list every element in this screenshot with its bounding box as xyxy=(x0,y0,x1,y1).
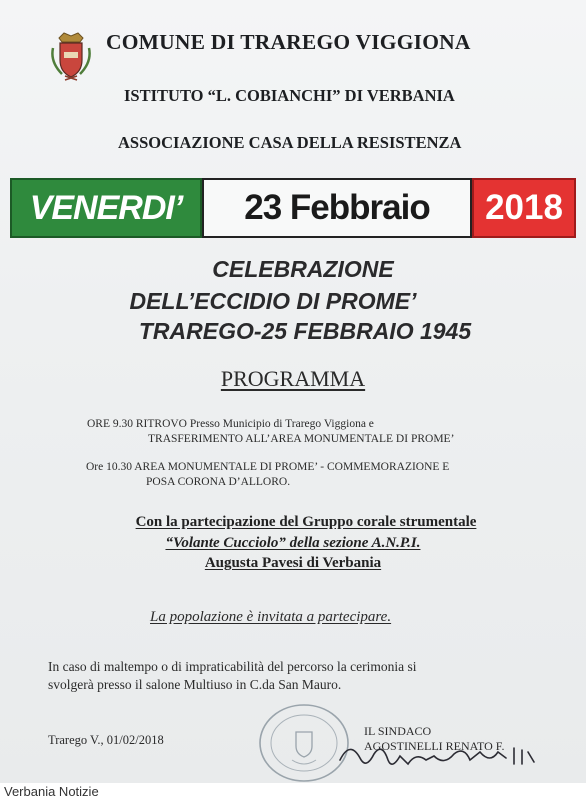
municipal-crest-icon xyxy=(50,30,92,82)
associazione-heading: ASSOCIAZIONE CASA DELLA RESISTENZA xyxy=(118,133,462,152)
place-date: Trarego V., 01/02/2018 xyxy=(48,733,164,747)
comune-heading: COMUNE DI TRAREGO VIGGIONA xyxy=(106,30,471,54)
partecipazione-line-1: Con la partecipazione del Gruppo corale strumentale xyxy=(135,514,477,530)
program-item-1-line-2: TRASFERIMENTO ALL’AREA MONUMENTALE DI PROME’ xyxy=(148,433,455,445)
programma-heading: PROGRAMMA xyxy=(220,366,366,391)
bad-weather-line-1: In caso di maltempo o di impraticabilità del percorso la cerimonia si xyxy=(48,659,417,674)
bad-weather-line-2: svolgerà presso il salone Multiuso in C.da San Mauro. xyxy=(48,677,342,692)
partecipazione-line-2: “Volante Cucciolo” della sezione A.N.P.I. xyxy=(165,535,421,551)
day-label: VENERDI’ xyxy=(10,178,202,238)
sindaco-name: AGOSTINELLI RENATO F. xyxy=(364,739,505,753)
sindaco-title: IL SINDACO xyxy=(364,724,432,738)
program-item-2-line-1: Ore 10.30 AREA MONUMENTALE DI PROME’ - COMMEMORAZIONE E xyxy=(86,461,450,473)
title-line-1: CELEBRAZIONE xyxy=(212,256,394,282)
istituto-heading: ISTITUTO “L. COBIANCHI” DI VERBANIA xyxy=(124,86,455,105)
program-item-1-line-1: ORE 9.30 RITROVO Presso Municipio di Trarego Viggiona e xyxy=(87,418,374,430)
title-line-2: DELL’ECCIDIO DI PROME’ xyxy=(129,288,417,314)
program-item-2-line-2: POSA CORONA D’ALLORO. xyxy=(146,476,291,488)
date-label: 23 Febbraio xyxy=(202,178,472,238)
handwritten-signature xyxy=(330,730,550,780)
partecipazione-line-3: Augusta Pavesi di Verbania xyxy=(204,555,382,571)
title-line-3: TRAREGO-25 FEBBRAIO 1945 xyxy=(138,318,472,344)
year-label: 2018 xyxy=(472,178,576,238)
invitation-text: La popolazione è invitata a partecipare. xyxy=(150,609,392,625)
watermark-credit: Verbania Notizie xyxy=(4,784,99,799)
